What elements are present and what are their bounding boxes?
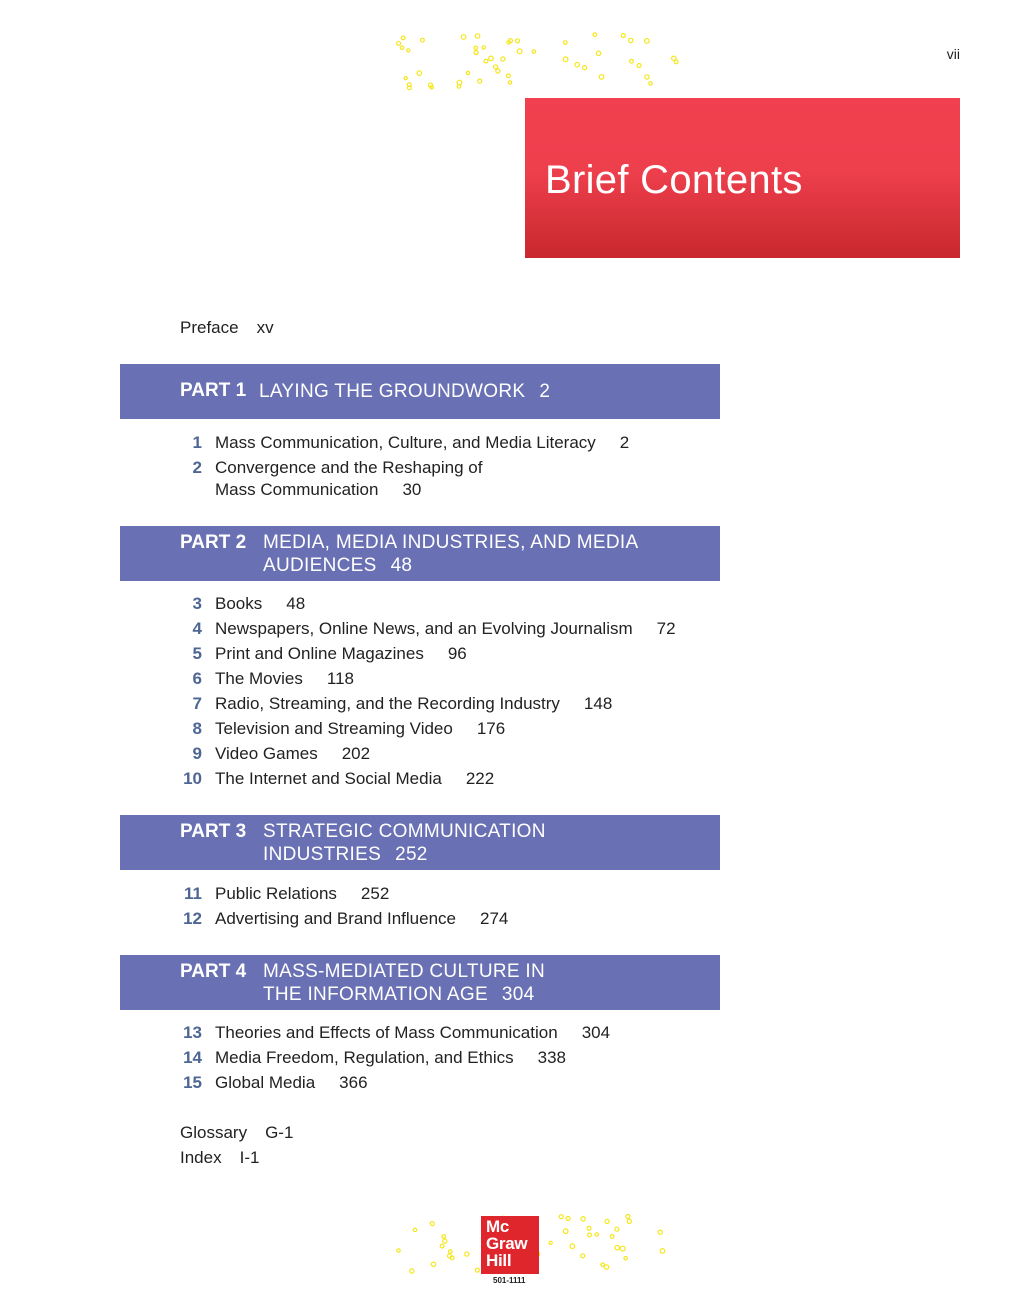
decorative-dot [466,71,469,74]
decorative-dot [397,1249,400,1252]
decorative-dot [624,1257,627,1260]
chapter-page: 202 [341,744,371,763]
decorative-dot [610,1235,614,1239]
decorative-dot [516,39,520,43]
decorative-dot [599,75,604,80]
chapter-number: 12 [183,909,202,928]
page-title: Brief Contents [545,158,803,202]
chapter-page: 252 [360,884,390,903]
decorative-dot [620,1246,625,1251]
decorative-dot [421,38,425,42]
chapter-number: 13 [183,1023,202,1042]
chapter-number: 14 [183,1048,202,1067]
decorative-dot [397,41,401,45]
decorative-dot [658,1230,662,1234]
decorative-dot [593,33,597,37]
part-title: LAYING THE GROUNDWORK 2 [259,381,551,402]
decorative-dot [660,1249,665,1254]
decorative-dot [449,1250,453,1254]
decorative-dot [581,1254,585,1258]
decorative-dot [532,50,535,53]
chapter-page: 366 [339,1073,368,1092]
decorative-dot [413,1228,416,1231]
decorative-dot [583,66,587,70]
preface-entry[interactable] [180,318,274,338]
chapter-title: Media Freedom, Regulation, and Ethics 338 [215,1048,566,1067]
decorative-dot [478,79,482,83]
preface-page: xv [256,318,274,337]
part-4-header[interactable] [120,955,720,1010]
decorative-dot [581,1217,585,1221]
decorative-dot [443,1239,447,1243]
part-2-header[interactable] [120,526,720,581]
chapter-page: 30 [402,480,422,499]
decorative-dot [404,77,407,80]
decorative-dot [400,46,403,49]
chapter-title: Global Media 366 [215,1073,368,1092]
decorative-dot [431,1262,435,1266]
decorative-dot [605,1219,609,1223]
chapter-number: 9 [192,744,202,763]
decorative-dot [563,1229,568,1234]
chapter-page: 338 [537,1048,566,1067]
decorative-dot [627,1219,631,1223]
glossary-page: G-1 [265,1123,294,1142]
part-title: MASS-MEDIATED CULTURE IN THE INFORMATION AGE 304 [263,961,546,1005]
index-label: Index [180,1148,222,1167]
decorative-dot [630,59,634,63]
glossary-entry[interactable] [180,1123,293,1143]
chapter-page: 304 [581,1023,611,1042]
part-page: 48 [390,555,413,576]
chapter-title: Print and Online Magazines 96 [215,644,467,663]
title-banner [525,98,960,258]
chapter-number: 8 [192,719,202,738]
chapter-title: The Movies 118 [215,669,354,688]
decorative-dot [508,81,511,84]
chapter-page: 72 [656,619,676,638]
decorative-dots-top [392,26,688,92]
decorative-dot [645,39,650,44]
index-page: I-1 [239,1148,260,1167]
decorative-dot [489,56,494,61]
chapter-page: 222 [465,769,495,788]
decorative-dot [570,1244,575,1249]
part-page: 304 [501,984,535,1005]
decorative-dot [637,64,641,68]
decorative-dot [563,57,568,62]
decorative-dot [496,69,500,73]
decorative-dot [588,1233,592,1237]
chapter-page: 118 [326,669,354,688]
chapter-number: 1 [192,433,202,452]
part-page: 2 [539,381,551,402]
decorative-dot [564,41,568,45]
decorative-dot [615,1245,620,1250]
decorative-dot [501,57,505,61]
page-number: vii [946,46,960,62]
preface-label: Preface [180,318,239,337]
decorative-dot [410,1269,414,1273]
chapter-page: 96 [447,644,467,663]
decorative-dot [465,1252,469,1256]
decorative-dot [517,49,522,54]
chapter-title: Television and Streaming Video 176 [215,719,506,738]
chapter-title: Advertising and Brand Influence 274 [215,909,509,928]
chapter-page: 2 [619,433,630,452]
chapter-page: 148 [583,694,613,713]
decorative-dot [626,1215,630,1219]
decorative-dot [407,49,410,52]
decorative-dot [407,83,411,87]
chapter-title: Newspapers, Online News, and an Evolving Journalism 72 [215,619,676,638]
decorative-dot [494,65,498,69]
decorative-dot [645,75,649,79]
index-entry[interactable] [180,1148,259,1168]
chapter-number: 2 [192,458,202,477]
decorative-dot [615,1227,619,1231]
chapter-number: 3 [192,594,202,613]
glossary-label: Glossary [180,1123,248,1142]
chapter-title: Radio, Streaming, and the Recording Industry 148 [215,694,613,713]
logo-code: 501-1111 [493,1276,526,1285]
decorative-dot [475,1268,479,1272]
part-label: PART 1 [180,380,247,401]
decorative-dot [484,59,488,63]
chapter-title: Convergence and the Reshaping of Mass Communication 30 [215,458,483,499]
decorative-dot [575,62,580,67]
decorative-dot [566,1217,570,1221]
part-page: 252 [395,844,428,865]
decorative-dot [507,74,511,78]
part-1-header[interactable] [120,364,720,419]
publisher-logo [481,1216,539,1274]
decorative-dot [440,1244,444,1248]
chapter-number: 15 [183,1073,202,1092]
decorative-dot [461,35,466,40]
chapter-title: Mass Communication, Culture, and Media Literacy 2 [215,433,630,452]
part-title: MEDIA, MEDIA INDUSTRIES, AND MEDIA AUDIENCES 48 [263,532,639,576]
decorative-dot [401,36,405,40]
decorative-dot [674,60,678,64]
decorative-dot [482,46,485,49]
decorative-dot [621,34,625,38]
decorative-dot [604,1265,608,1269]
chapter-page: 274 [480,909,509,928]
part-3-header[interactable] [120,815,720,870]
decorative-dot [474,46,477,49]
part-title: STRATEGIC COMMUNICATION INDUSTRIES 252 [263,821,546,865]
decorative-dot [649,82,652,85]
decorative-dot [587,1226,591,1230]
decorative-dot [457,85,460,88]
decorative-dots-bottom [392,1212,688,1278]
chapter-number: 5 [192,644,202,663]
part-label: PART 3 [180,821,247,842]
decorative-dot [595,1233,598,1236]
chapter-number: 11 [184,884,202,903]
decorative-dot [474,51,478,55]
decorative-dot [559,1215,563,1219]
logo-text: Mc Graw Hill [486,1217,528,1270]
part-label: PART 4 [180,961,247,982]
decorative-dot [629,38,633,42]
chapter-title: Theories and Effects of Mass Communication 304 [215,1023,611,1042]
chapter-title: The Internet and Social Media 222 [215,769,495,788]
chapter-page: 48 [286,594,306,613]
chapter-number: 10 [183,769,202,788]
part-label: PART 2 [180,532,247,553]
chapter-page: 176 [476,719,506,738]
decorative-dot [442,1235,446,1239]
decorative-dot [596,51,600,55]
chapter-title: Video Games 202 [215,744,371,763]
chapter-title: Public Relations 252 [215,884,390,903]
decorative-dot [549,1241,552,1244]
decorative-dot [430,1222,434,1226]
chapter-number: 6 [192,669,202,688]
chapter-number: 4 [192,619,202,638]
chapter-title: Books 48 [215,594,306,613]
decorative-dot [475,34,479,38]
chapter-number: 7 [192,694,202,713]
decorative-dot [417,71,422,76]
